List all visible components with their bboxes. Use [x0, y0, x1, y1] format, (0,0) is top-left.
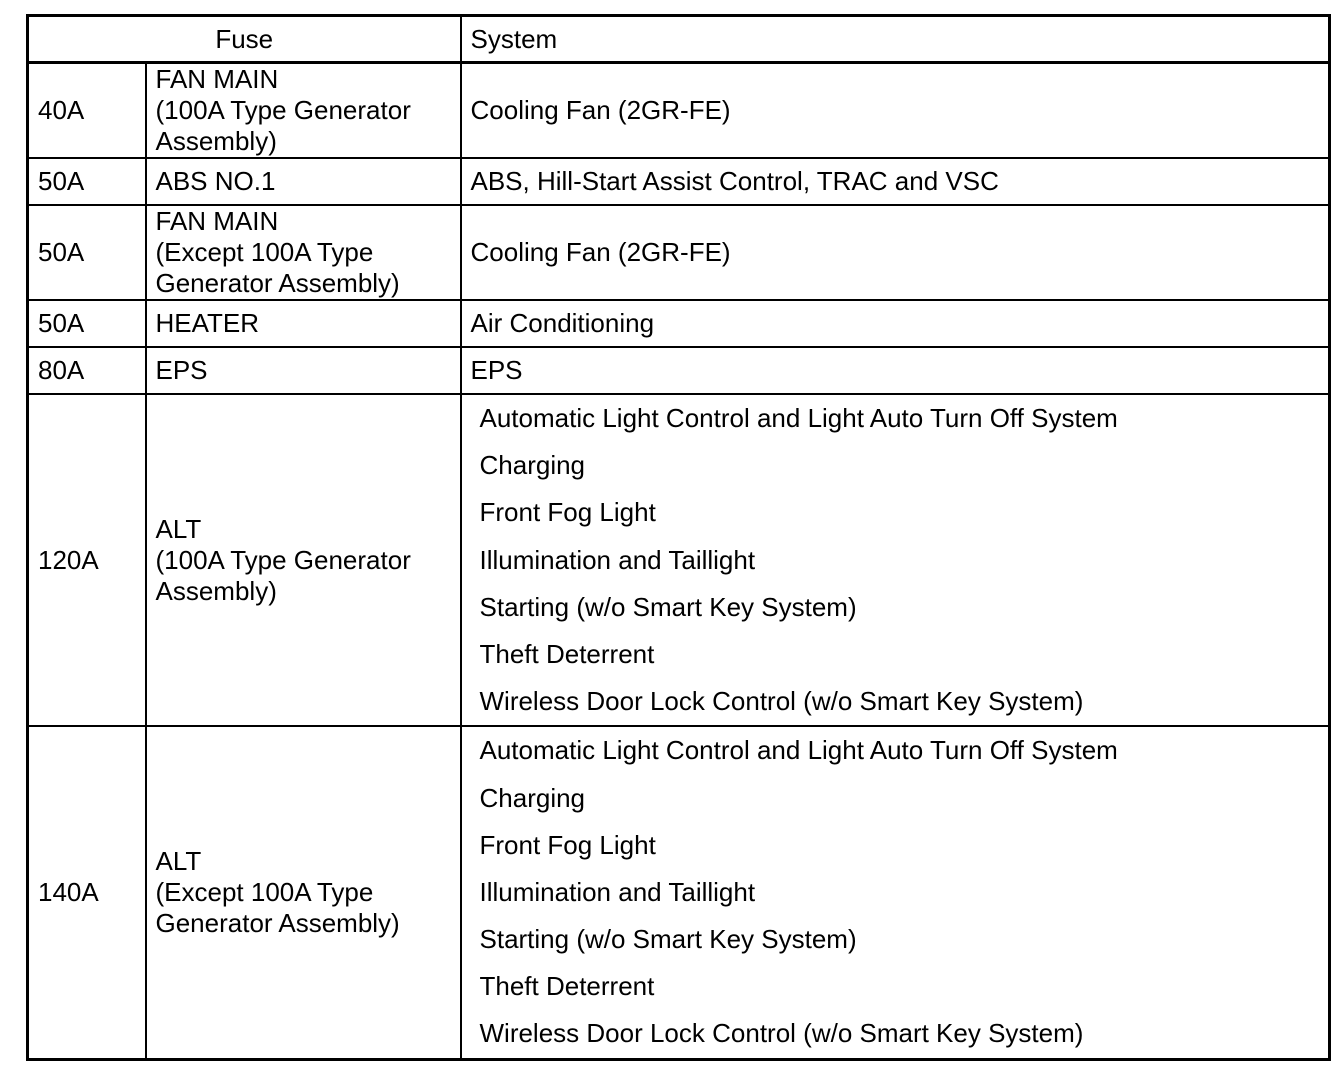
system-cell: Air Conditioning: [461, 300, 1330, 347]
system-header: System: [461, 16, 1330, 63]
fuse-name: [146, 726, 461, 1059]
fuse-name: [146, 394, 461, 726]
fuse-amp: 50A: [28, 300, 146, 347]
system-item: Theft Deterrent: [479, 971, 655, 1002]
fuse-name-line: Assembly): [155, 575, 277, 606]
fuse-name: EPS: [146, 347, 461, 394]
table-row: [28, 347, 1330, 394]
table-row: [28, 205, 1330, 300]
system-cell: EPS: [461, 347, 1330, 394]
fuse-table: [26, 14, 1331, 1061]
fuse-name-line: (100A Type Generator: [155, 544, 411, 575]
system-item: Charging: [479, 450, 586, 481]
table-row: [28, 394, 1330, 726]
table-row: [28, 726, 1330, 1059]
table-row: [28, 158, 1330, 205]
system-item: Wireless Door Lock Control (w/o Smart Key System): [479, 686, 1084, 717]
fuse-name-line: Generator Assembly): [155, 268, 400, 298]
system-cell: [461, 726, 1330, 1059]
fuse-name-line: (100A Type Generator: [155, 95, 411, 125]
system-item: Automatic Light Control and Light Auto Turn Off System: [479, 735, 1118, 766]
fuse-name: ABS NO.1: [146, 158, 461, 205]
fuse-name-line: (Except 100A Type: [155, 876, 374, 907]
system-item: Illumination and Taillight: [479, 876, 756, 907]
table-row: [28, 300, 1330, 347]
system-item: Front Fog Light: [479, 829, 656, 860]
system-item: Automatic Light Control and Light Auto Turn Off System: [479, 403, 1118, 433]
fuse-name: [146, 63, 461, 159]
fuse-name-line: FAN MAIN: [155, 64, 279, 94]
system-item: Front Fog Light: [479, 497, 656, 528]
system-cell: [461, 394, 1330, 726]
system-item: Wireless Door Lock Control (w/o Smart Key System): [479, 1018, 1084, 1049]
fuse-amp: 80A: [28, 347, 146, 394]
fuse-amp: 120A: [28, 394, 146, 726]
fuse-name: HEATER: [146, 300, 461, 347]
table-row: [28, 63, 1330, 159]
fuse-name-line: FAN MAIN: [155, 206, 279, 236]
fuse-amp: 50A: [28, 205, 146, 300]
fuse-name: [146, 205, 461, 300]
system-cell: Cooling Fan (2GR-FE): [461, 63, 1330, 159]
system-cell: Cooling Fan (2GR-FE): [461, 205, 1330, 300]
fuse-header: Fuse: [28, 16, 461, 63]
fuse-name-line: ALT: [155, 513, 202, 544]
system-cell: ABS, Hill-Start Assist Control, TRAC and VSC: [461, 158, 1330, 205]
fuse-amp: 140A: [28, 726, 146, 1059]
fuse-amp: 50A: [28, 158, 146, 205]
system-item: Illumination and Taillight: [479, 544, 756, 575]
fuse-name-line: ALT: [155, 845, 202, 876]
system-item: Starting (w/o Smart Key System): [479, 924, 857, 955]
fuse-amp: 40A: [28, 63, 146, 159]
system-item: Charging: [479, 782, 586, 813]
header-row: [28, 16, 1330, 63]
fuse-name-line: Assembly): [155, 126, 277, 156]
system-item: Starting (w/o Smart Key System): [479, 591, 857, 622]
fuse-name-line: Generator Assembly): [155, 907, 400, 938]
system-item: Theft Deterrent: [479, 638, 655, 669]
fuse-name-line: (Except 100A Type: [155, 237, 374, 267]
